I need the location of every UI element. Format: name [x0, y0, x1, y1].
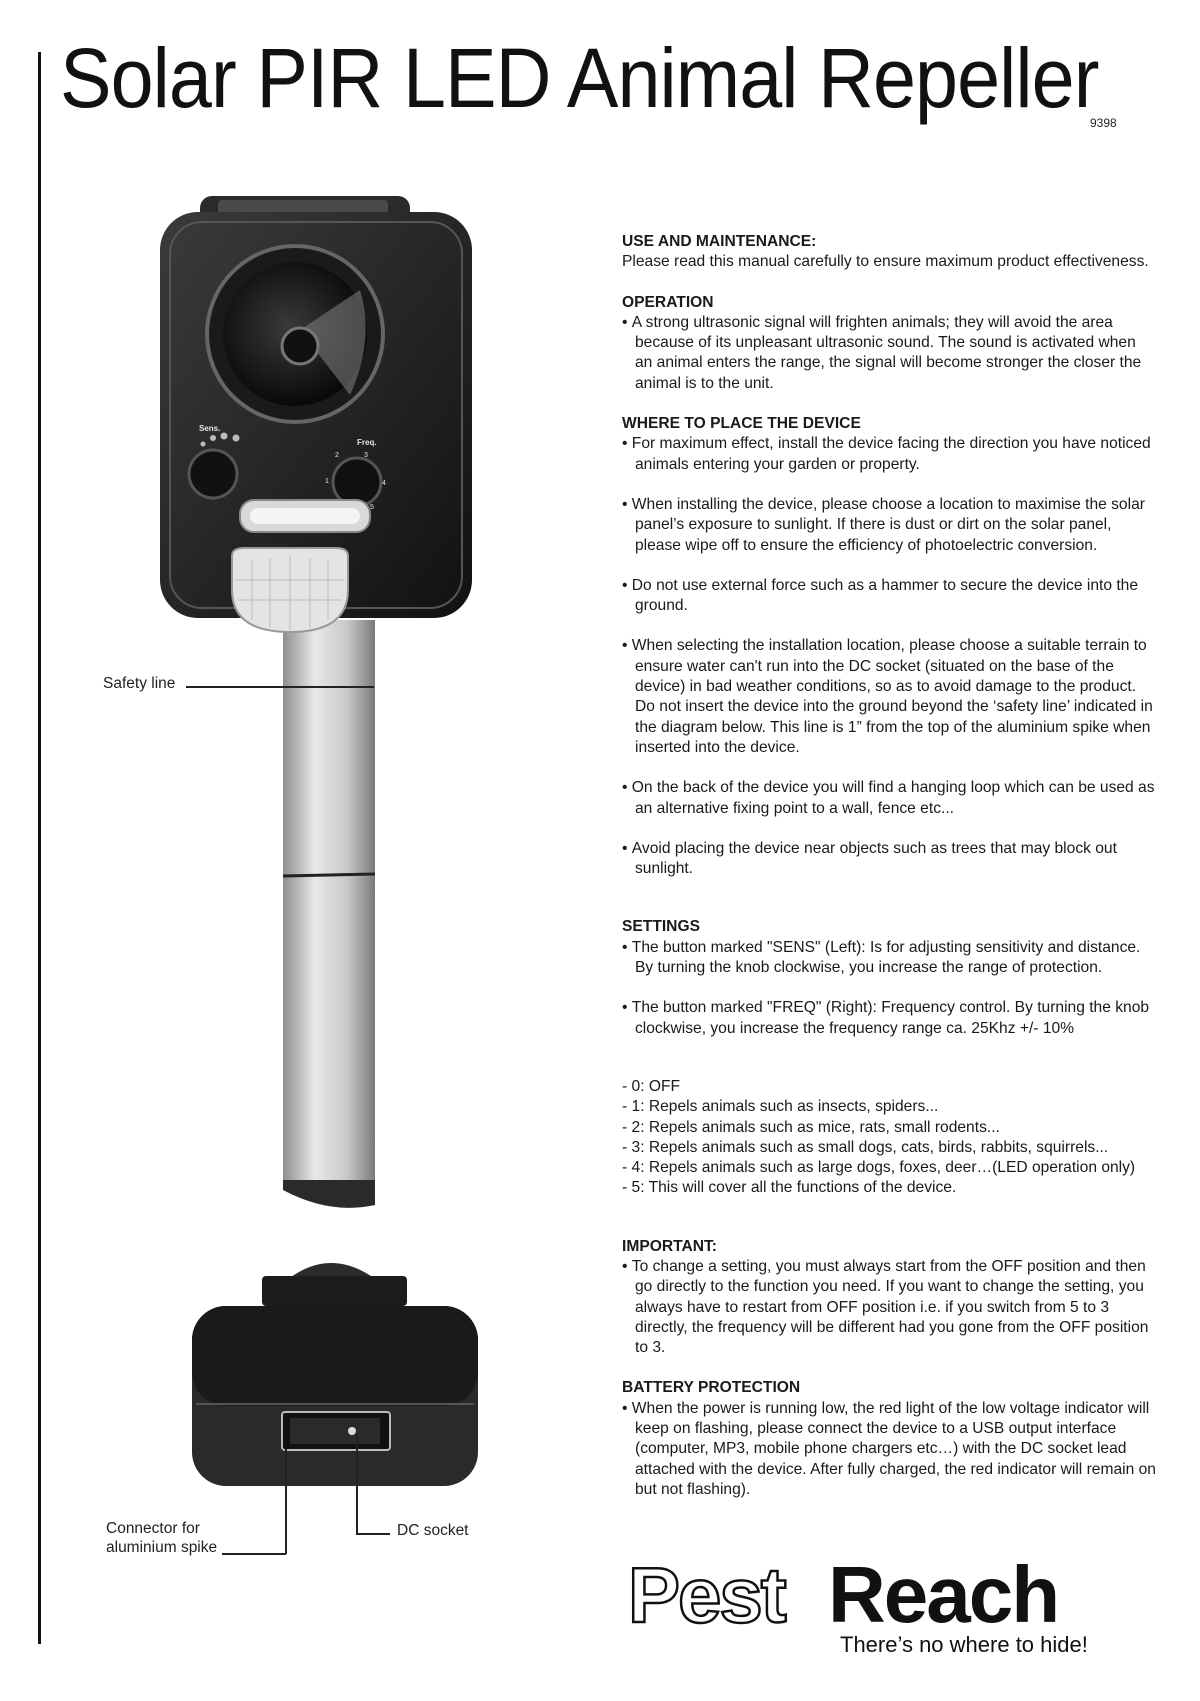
level-item: - 1: Repels animals such as insects, spiders... [622, 1097, 1157, 1117]
placement-heading: WHERE TO PLACE THE DEVICE [622, 415, 861, 433]
level-item: - 5: This will cover all the functions of the device. [622, 1178, 1157, 1198]
logo-word-reach: Reach [828, 1550, 1059, 1639]
important-heading: IMPORTANT: [622, 1237, 717, 1255]
section-important [622, 1237, 1157, 1359]
placement-bullet: • On the back of the device you will find a hanging loop which can be used as an alternative fixing point to a wall, fence etc... [622, 778, 1157, 819]
level-item: - 3: Repels animals such as small dogs, cats, birds, rabbits, squirrels... [622, 1138, 1157, 1158]
freq-tick-4: 4 [382, 480, 386, 487]
page-title: Solar PIR LED Animal Repeller [60, 31, 1099, 125]
device-base-view [192, 1263, 478, 1486]
important-bullet: • To change a setting, you must always start from the OFF position and then go directly to the function you need. If you want to change the setting, you always have to restart from OFF position i.e. if you switch from 5 to 3 directly, the frequency will be different had you gone from the OFF position to 3. [622, 1257, 1157, 1358]
placement-bullet: • For maximum effect, install the device facing the direction you have noticed animals entering your garden or property. [622, 434, 1157, 475]
freq-tick-1: 1 [325, 478, 329, 485]
aluminium-spike [283, 620, 375, 1208]
connector-leader-h [222, 1553, 286, 1555]
use-body: Please read this manual carefully to ensure maximum product effectiveness. [622, 253, 1149, 271]
placement-bullet: • Avoid placing the device near objects such as trees that may block out sunlight. [622, 839, 1157, 880]
sens-label: Sens. [199, 424, 221, 433]
freq-tick-2: 2 [335, 452, 339, 459]
dc-socket-label: DC socket [397, 1522, 469, 1539]
sens-knob [189, 450, 237, 498]
dc-socket-hole [348, 1427, 356, 1435]
logo-word-pest: Pest [628, 1551, 785, 1639]
operation-bullet: • A strong ultrasonic signal will frighten animals; they will avoid the area because of its unpleasant ultrasonic sound. The sound is activated when an animal enters the range, the signal will become stronger the closer the animal is to the unit. [622, 313, 1157, 394]
safety-line-leader [186, 686, 374, 688]
settings-bullet: • The button marked "FREQ" (Right): Frequency control. By turning the knob clockwise, you increase the frequency range ca. 25Khz +/- 10% [622, 998, 1157, 1039]
instructions [622, 232, 1157, 1500]
use-heading: USE AND MAINTENANCE: [622, 233, 817, 250]
section-use [622, 232, 1157, 273]
section-battery [622, 1378, 1157, 1500]
battery-heading: BATTERY PROTECTION [622, 1379, 801, 1397]
section-settings [622, 917, 1157, 1198]
safety-line-label: Safety line [103, 675, 176, 692]
repeller-device [160, 196, 472, 632]
logo-tagline: There’s no where to hide! [840, 1632, 1088, 1657]
level-item: - 2: Repels animals such as mice, rats, small rodents... [622, 1118, 1157, 1138]
section-placement [622, 414, 1157, 879]
connector-leader-v [285, 1449, 287, 1554]
product-code: 9398 [1090, 116, 1117, 130]
battery-bullet: • When the power is running low, the red light of the low voltage indicator will keep on flashing, please connect the device to a USB output interface (computer, MP3, mobile phone chargers etc…) with the DC socket lead attached with the device. After fully charged, the red indicator will remain on but not flashing). [622, 1399, 1157, 1500]
operation-heading: OPERATION [622, 293, 714, 311]
level-item: - 4: Repels animals such as large dogs, foxes, deer…(LED operation only) [622, 1158, 1157, 1178]
dc-socket-leader-h [356, 1533, 390, 1535]
placement-bullet: • When selecting the installation location, please choose a suitable terrain to ensure water can't run into the DC socket (situated on the base of the device) in bad weather conditions, so as to avoid damage to the product. Do not insert the device into the ground beyond the ‘safety line’ indicated in the diagram below. This line is 1” from the top of the aluminium spike when inserted into the device. [622, 636, 1157, 758]
level-item: - 0: OFF [622, 1077, 1157, 1097]
section-operation [622, 293, 1157, 394]
settings-bullet: • The button marked "SENS" (Left): Is for adjusting sensitivity and distance. By turning the knob clockwise, you increase the range of protection. [622, 938, 1157, 979]
freq-tick-5: 5 [370, 504, 374, 511]
dc-socket-leader-v [356, 1435, 358, 1534]
freq-tick-3: 3 [364, 452, 368, 459]
placement-bullet: • When installing the device, please choose a location to maximise the solar panel’s exposure to sunlight. If there is dust or dirt on the solar panel, please wipe off to ensure the efficiency of photoelectric conversion. [622, 495, 1157, 556]
placement-bullet: • Do not use external force such as a hammer to secure the device into the ground. [622, 576, 1157, 617]
connector-label: Connector for aluminium spike [106, 1520, 218, 1556]
freq-label: Freq. [357, 438, 377, 447]
settings-heading: SETTINGS [622, 918, 700, 936]
pestreach-logo [628, 1548, 1118, 1658]
